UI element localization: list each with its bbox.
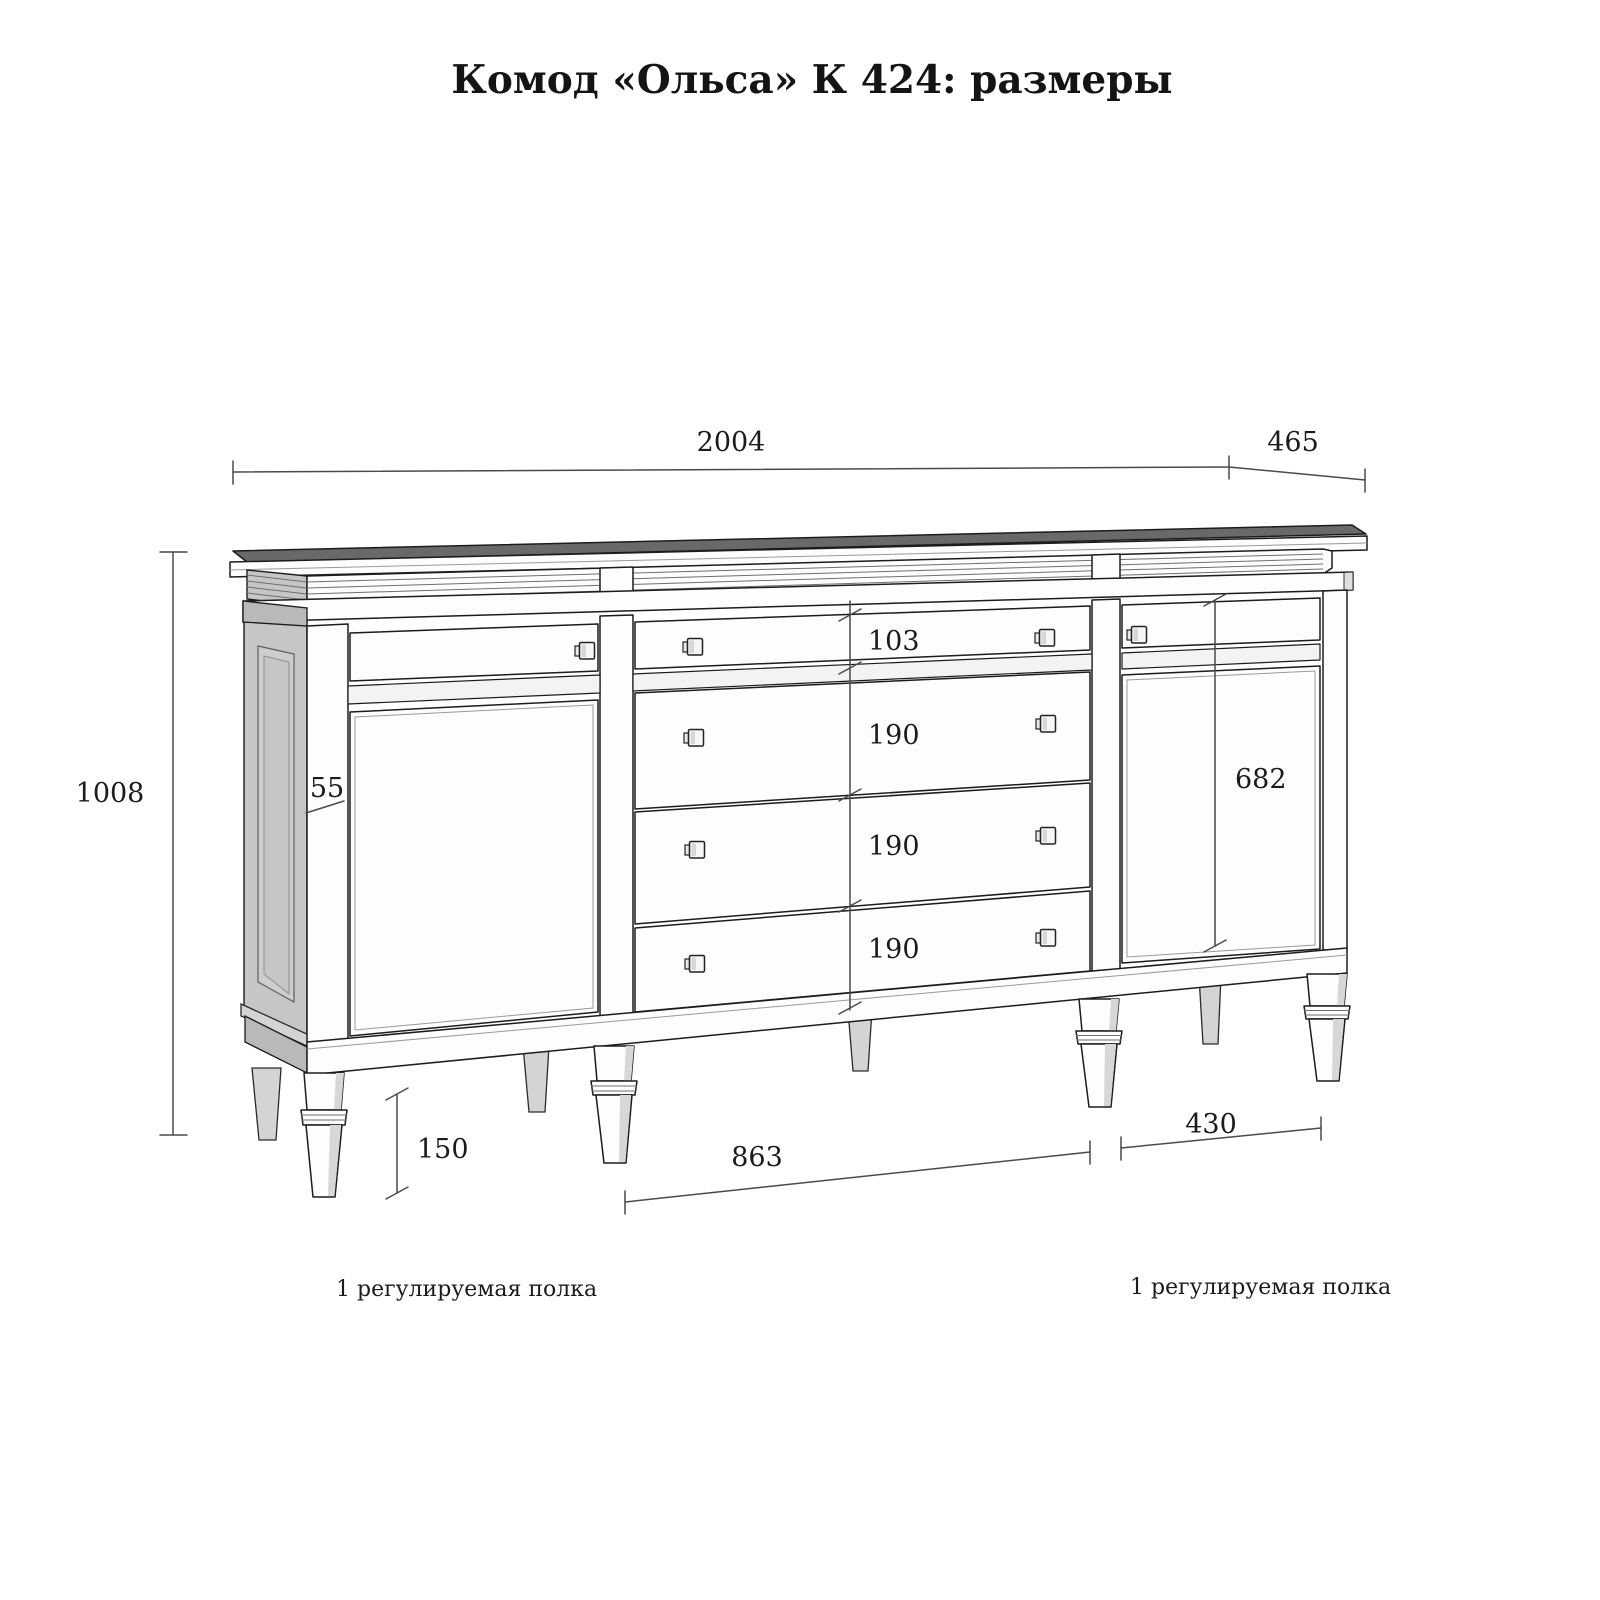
front-leg-2 (591, 1046, 637, 1163)
top-drawer-height-label: 103 (868, 626, 920, 657)
right-top-drawer (1122, 598, 1320, 648)
left-section (348, 624, 600, 1036)
overall-depth-label: 465 (1267, 427, 1319, 458)
cabinet-drawing (230, 525, 1367, 1197)
drawer-height-label-1: 190 (868, 720, 920, 751)
overall-height-label: 1008 (75, 778, 145, 809)
front-leg-3 (1076, 999, 1122, 1107)
center-width-label: 863 (731, 1142, 783, 1173)
page-title: Комод «Ольса» К 424: размеры (451, 57, 1173, 103)
dim-overall-height (76, 552, 187, 1135)
dim-center-width (625, 1141, 1090, 1214)
center-section-drawers (633, 606, 1092, 1012)
side-thickness-label: 55 (309, 773, 345, 804)
right-width-label: 430 (1185, 1109, 1237, 1140)
right-section (1122, 598, 1320, 963)
dim-overall-depth (1229, 427, 1365, 492)
cabinet-side-panel (244, 610, 307, 1042)
overall-width-label: 2004 (696, 427, 766, 458)
front-leg-1 (301, 1073, 347, 1197)
left-top-drawer (350, 624, 598, 681)
right-door-height-label: 682 (1235, 764, 1287, 795)
note-right-shelf: 1 регулируемая полка (1130, 1275, 1392, 1300)
front-leg-4 (1304, 974, 1350, 1081)
note-left-shelf: 1 регулируемая полка (336, 1277, 598, 1302)
drawer-height-label-2: 190 (868, 831, 920, 862)
dim-leg-height (386, 1088, 469, 1199)
drawer-height-label-3: 190 (868, 934, 920, 965)
leg-height-label: 150 (417, 1134, 469, 1165)
dim-right-width (1121, 1109, 1321, 1160)
right-door (1122, 666, 1320, 963)
left-door (350, 700, 598, 1036)
dim-overall-width (233, 427, 1229, 484)
